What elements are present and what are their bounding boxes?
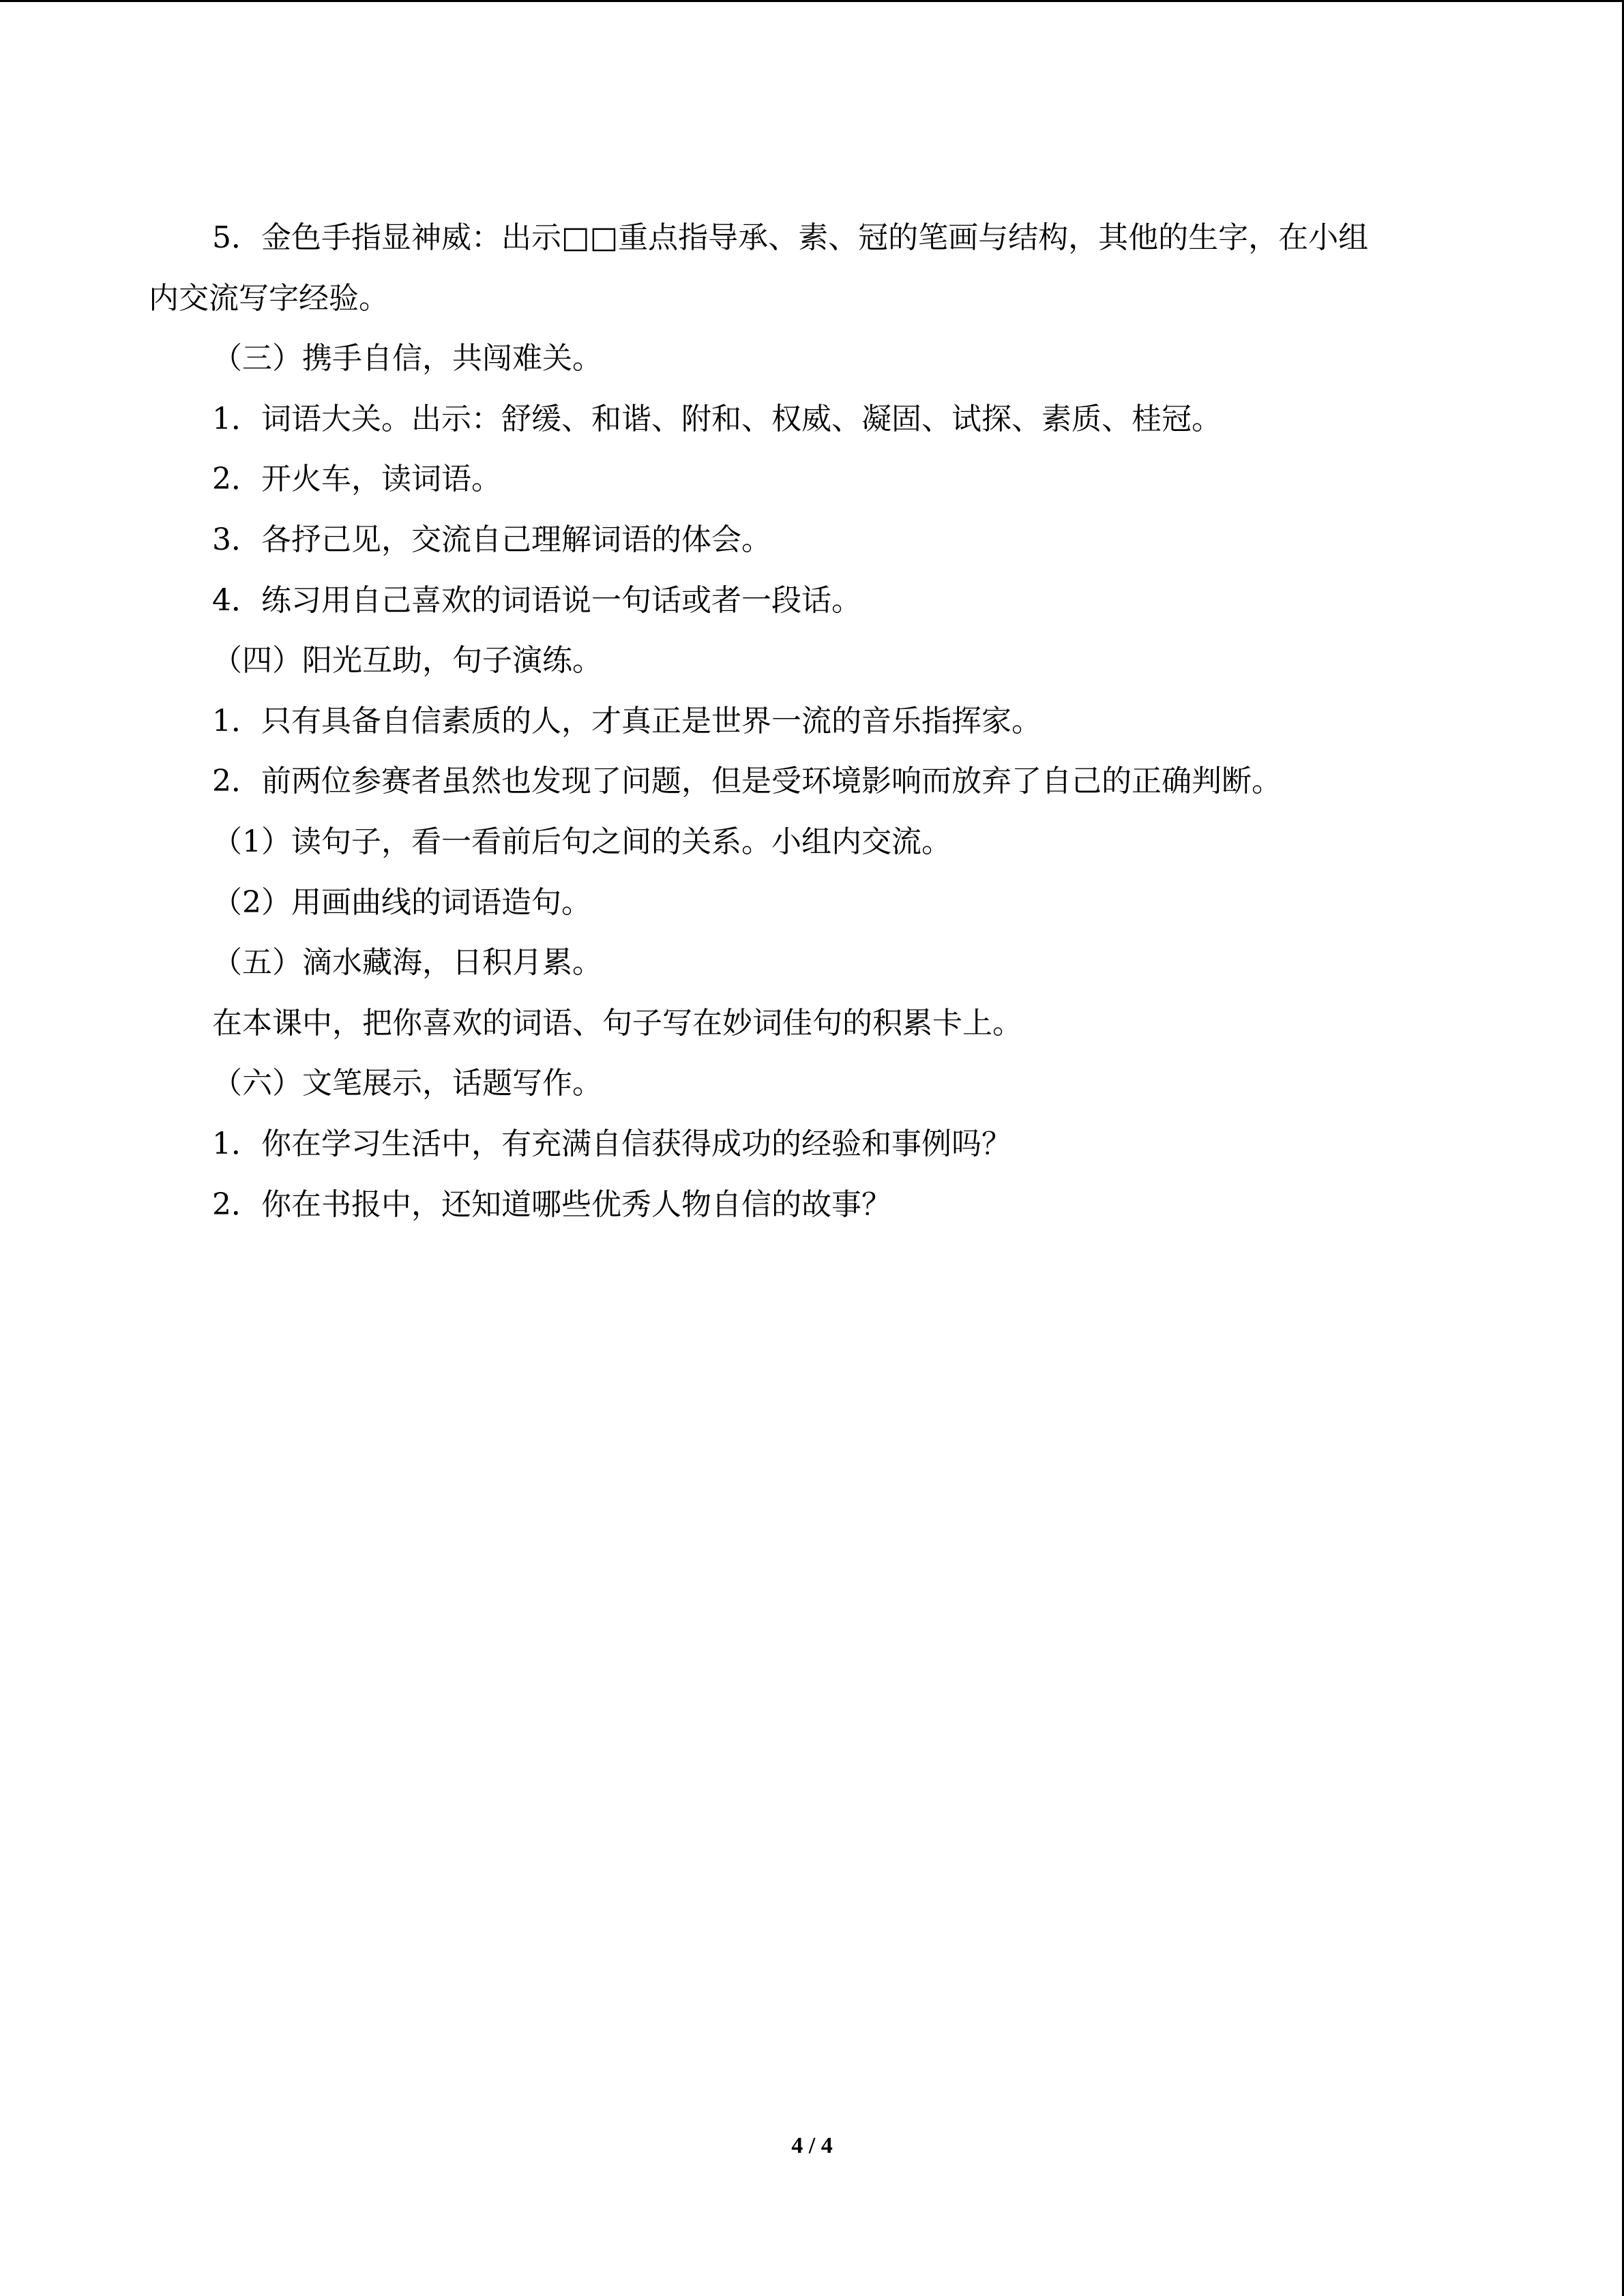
paragraph-5: 2．开火车，读词语。 [212, 462, 501, 497]
section-heading-5: （五）滴水藏海，日积月累。 [212, 945, 602, 981]
paragraph-1: 5．金色手指显神威：出示□□重点指导承、素、冠的笔画与结构，其他的生字，在小组 [212, 220, 1369, 255]
page-number: 4 / 4 [791, 2133, 833, 2158]
section-heading-6: （六）文笔展示，话题写作。 [212, 1066, 602, 1101]
section-heading-3: （三）携手自信，共闯难关。 [212, 341, 602, 376]
paragraph-17: 2．你在书报中，还知道哪些优秀人物自信的故事？ [212, 1187, 891, 1222]
paragraph-4: 1．词语大关。出示：舒缓、和谐、附和、权威、凝固、试探、素质、桂冠。 [212, 401, 1222, 436]
section-heading-4: （四）阳光互助，句子演练。 [212, 643, 602, 679]
paragraph-6: 3．各抒己见，交流自己理解词语的体会。 [212, 522, 771, 557]
paragraph-11: （1）读句子，看一看前后句之间的关系。小组内交流。 [212, 824, 951, 859]
paragraph-14: 在本课中，把你喜欢的词语、句子写在妙词佳句的积累卡上。 [212, 1005, 1022, 1041]
paragraph-7: 4．练习用自己喜欢的词语说一句话或者一段话。 [212, 582, 861, 618]
paragraph-16: 1．你在学习生活中，有充满自信获得成功的经验和事例吗？ [212, 1126, 1012, 1161]
document-body [149, 208, 1479, 1235]
paragraph-10: 2．前两位参赛者虽然也发现了问题，但是受环境影响而放弃了自己的正确判断。 [212, 764, 1282, 799]
paragraph-12: （2）用画曲线的词语造句。 [212, 884, 591, 920]
page-border-top [0, 0, 1624, 2]
paragraph-2: 内交流写字经验。 [149, 280, 389, 316]
paragraph-9: 1．只有具备自信素质的人，才真正是世界一流的音乐指挥家。 [212, 703, 1042, 739]
